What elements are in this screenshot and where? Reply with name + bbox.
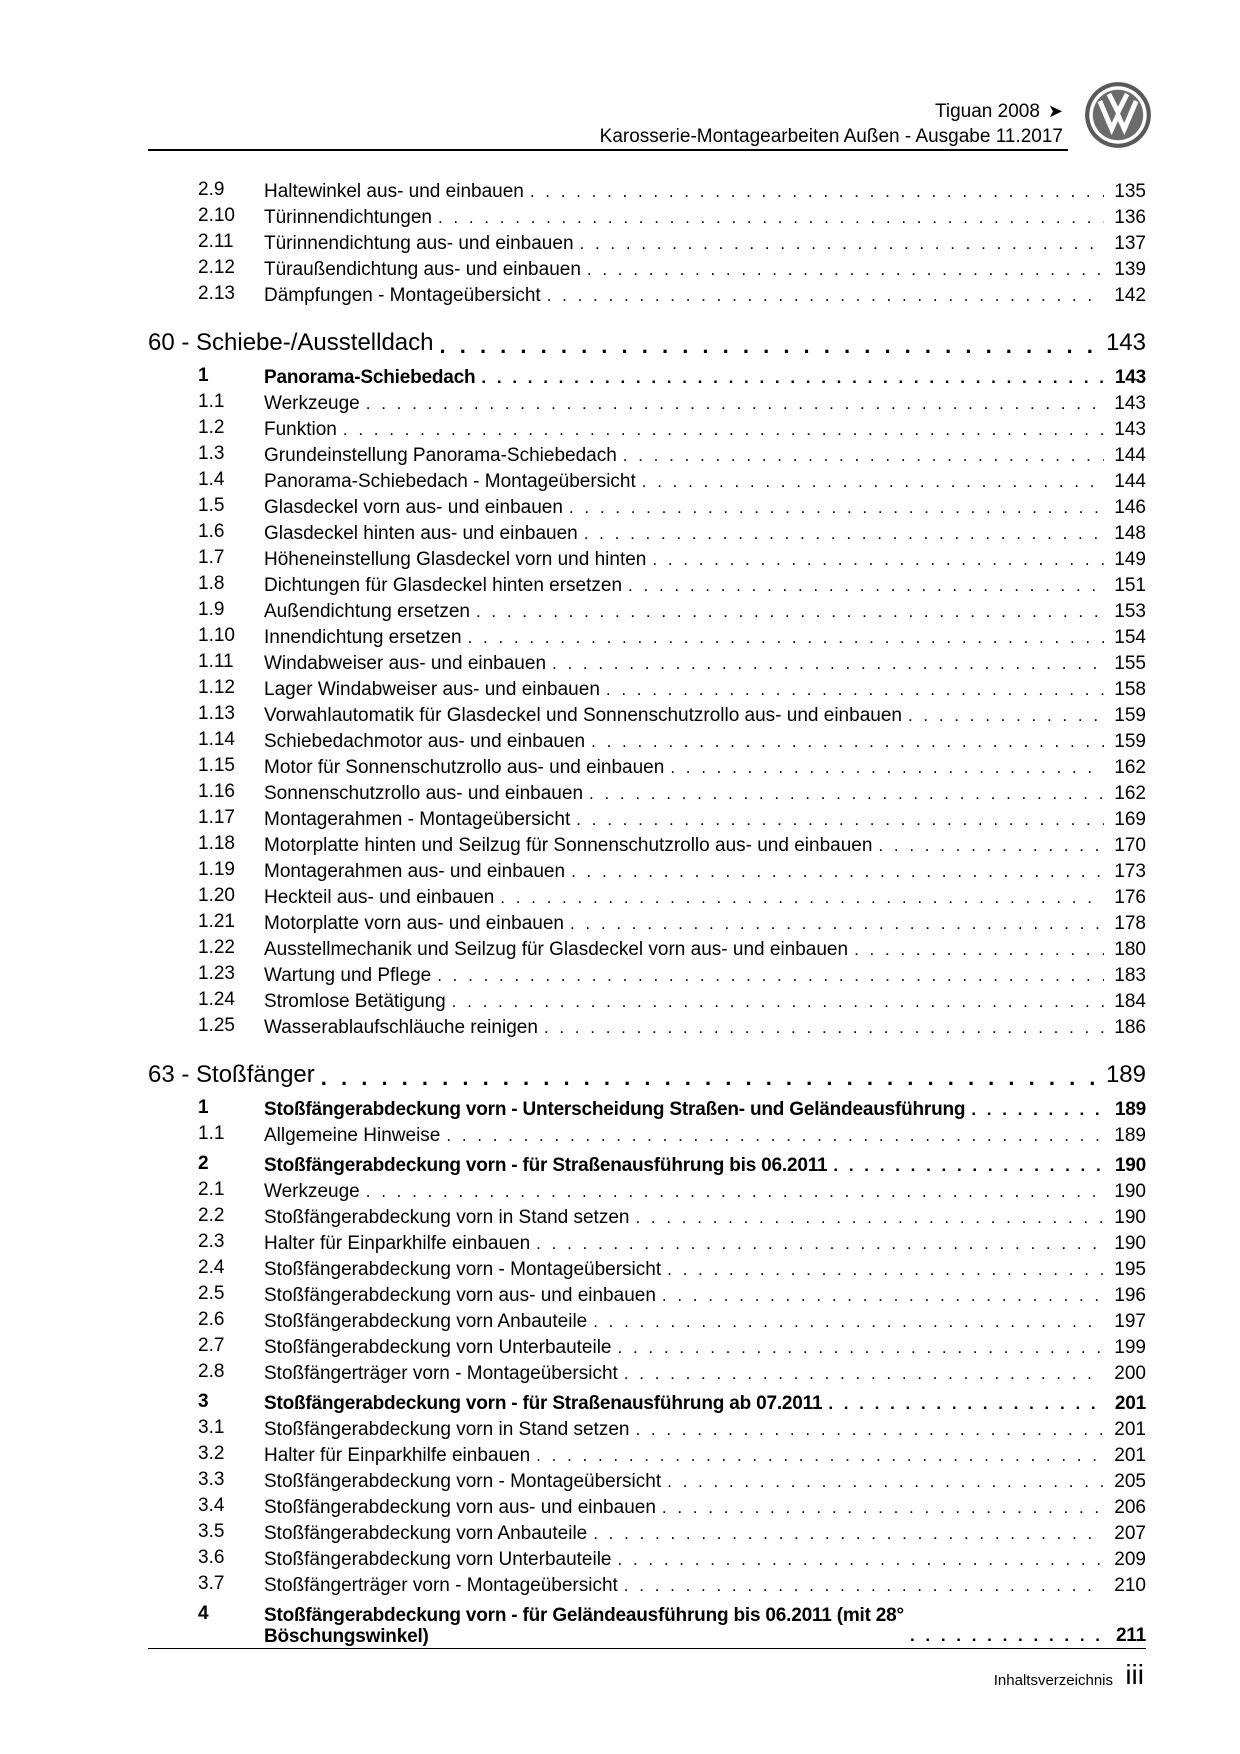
dot-leader bbox=[670, 758, 1104, 779]
dot-leader bbox=[321, 1068, 1098, 1089]
toc-entry-title: Glasdeckel vorn aus- und einbauen bbox=[264, 497, 563, 518]
toc-entry[interactable] bbox=[148, 1571, 1146, 1597]
dot-leader bbox=[833, 1156, 1104, 1177]
toc-entry[interactable] bbox=[148, 493, 1146, 519]
toc-entry-title: Panorama-Schiebedach - Montageübersicht bbox=[264, 471, 636, 492]
toc-entry-title: Stoßfängerabdeckung vorn - Montageübersicht bbox=[264, 1259, 662, 1280]
toc-page-number: 201 bbox=[1114, 1419, 1146, 1440]
dot-leader bbox=[536, 1234, 1104, 1255]
toc-entry[interactable] bbox=[148, 1493, 1146, 1519]
toc-entry-number: 2.9 bbox=[198, 179, 225, 200]
dot-leader bbox=[642, 472, 1104, 493]
toc-entry[interactable] bbox=[148, 805, 1146, 831]
toc-entry-title: Windabweiser aus- und einbauen bbox=[264, 653, 547, 674]
vw-logo-icon bbox=[1083, 80, 1153, 150]
toc-page-number: 144 bbox=[1114, 445, 1146, 466]
toc-entry[interactable] bbox=[148, 1151, 1146, 1177]
toc-entry-number: 1.14 bbox=[198, 729, 235, 750]
toc-entry-title: Stoßfängerträger vorn - Montageübersicht bbox=[264, 1575, 618, 1596]
toc-entry-number: 1.3 bbox=[198, 443, 225, 464]
dot-leader bbox=[476, 602, 1104, 623]
toc-entry-title: Motor für Sonnenschutzrollo aus- und einbauen bbox=[264, 757, 665, 778]
dot-leader bbox=[580, 234, 1104, 255]
dot-leader bbox=[366, 394, 1104, 415]
toc-entry[interactable] bbox=[148, 987, 1146, 1013]
toc-entry[interactable] bbox=[148, 545, 1146, 571]
toc-entry-title: Stoßfängerabdeckung vorn - Montageübersicht bbox=[264, 1471, 662, 1492]
toc-page-number: 143 bbox=[1114, 367, 1146, 388]
toc-entry[interactable] bbox=[148, 1229, 1146, 1255]
dot-leader bbox=[908, 706, 1104, 727]
toc-entry-number: 2.8 bbox=[198, 1361, 225, 1382]
toc-entry-title: Heckteil aus- und einbauen bbox=[264, 887, 495, 908]
toc-entry-title-line: Stoßfängerabdeckung vorn - für Geländeausführung bis 06.2011 (mit 28° bbox=[264, 1605, 904, 1626]
toc-entry-number: 1.1 bbox=[198, 391, 225, 412]
toc-page-number: 190 bbox=[1114, 1155, 1146, 1176]
toc-entry-title-line: Böschungswinkel) bbox=[264, 1626, 429, 1647]
toc-chapter-title: 63 - Stoßfänger bbox=[148, 1061, 315, 1088]
toc-entry-title: Türinnendichtungen bbox=[264, 207, 432, 228]
toc-entry[interactable] bbox=[148, 255, 1146, 281]
toc-entry[interactable] bbox=[148, 1415, 1146, 1441]
toc-entry[interactable] bbox=[148, 779, 1146, 805]
toc-page-number: 190 bbox=[1114, 1181, 1146, 1202]
toc-entry-number: 1.20 bbox=[198, 885, 235, 906]
toc-page-number: 201 bbox=[1114, 1393, 1146, 1414]
dot-leader bbox=[667, 1260, 1104, 1281]
toc-chapter[interactable] bbox=[148, 1053, 1146, 1089]
toc-entry-title: Ausstellmechanik und Seilzug für Glasdeckel vorn aus- und einbauen bbox=[264, 939, 849, 960]
toc-entry-number: 2.11 bbox=[198, 231, 234, 252]
toc-entry-number: 2.6 bbox=[198, 1309, 225, 1330]
dot-leader bbox=[593, 1312, 1104, 1333]
next-arrow-icon[interactable]: ➤ bbox=[1047, 101, 1063, 121]
dot-leader bbox=[446, 1126, 1104, 1147]
toc-entry-title: Allgemeine Hinweise bbox=[264, 1125, 441, 1146]
toc-page-number: 201 bbox=[1114, 1445, 1146, 1466]
toc-page-number: 183 bbox=[1114, 965, 1146, 986]
toc-page-number: 173 bbox=[1114, 861, 1146, 882]
toc-entry[interactable] bbox=[148, 753, 1146, 779]
toc-entry-title: Stoßfängerabdeckung vorn Unterbauteile bbox=[264, 1337, 612, 1358]
dot-leader bbox=[552, 654, 1104, 675]
toc-entry-number: 2.3 bbox=[198, 1231, 225, 1252]
toc-entry[interactable] bbox=[148, 727, 1146, 753]
toc-entry-title: Sonnenschutzrollo aus- und einbauen bbox=[264, 783, 584, 804]
toc-entry-number: 1.23 bbox=[198, 963, 235, 984]
toc-entry[interactable] bbox=[148, 961, 1146, 987]
dot-leader bbox=[536, 1446, 1104, 1467]
toc-entry[interactable] bbox=[148, 1359, 1146, 1385]
toc-entry[interactable] bbox=[148, 1333, 1146, 1359]
header-rule bbox=[148, 149, 1068, 151]
toc-entry[interactable] bbox=[148, 1467, 1146, 1493]
toc-entry[interactable] bbox=[148, 1121, 1146, 1147]
toc-entry[interactable] bbox=[148, 675, 1146, 701]
toc-entry-title: Halter für Einparkhilfe einbauen bbox=[264, 1233, 531, 1254]
toc-entry-number: 1.12 bbox=[198, 677, 235, 698]
dot-leader bbox=[971, 1100, 1104, 1121]
toc-entry-number: 3.7 bbox=[198, 1573, 225, 1594]
toc-entry[interactable] bbox=[148, 203, 1146, 229]
dot-leader bbox=[662, 1498, 1104, 1519]
dot-leader bbox=[576, 810, 1104, 831]
toc-entry-title: Stoßfängerabdeckung vorn aus- und einbauen bbox=[264, 1285, 656, 1306]
toc-page-number: 196 bbox=[1114, 1285, 1146, 1306]
dot-leader bbox=[618, 1338, 1104, 1359]
toc-page-number: 159 bbox=[1114, 731, 1146, 752]
toc-entry[interactable] bbox=[148, 883, 1146, 909]
dot-leader bbox=[618, 1550, 1104, 1571]
toc-entry-title: Glasdeckel hinten aus- und einbauen bbox=[264, 523, 578, 544]
toc-page-number: 158 bbox=[1114, 679, 1146, 700]
toc-entry[interactable] bbox=[148, 1095, 1146, 1121]
toc-entry-number: 1.24 bbox=[198, 989, 235, 1010]
toc-entry-title: Stoßfängerabdeckung vorn - für Straßenausführung ab 07.2011 bbox=[264, 1393, 823, 1414]
toc-page-number: 207 bbox=[1114, 1523, 1146, 1544]
dot-leader bbox=[440, 336, 1099, 357]
toc-entry[interactable] bbox=[148, 467, 1146, 493]
dot-leader bbox=[569, 498, 1104, 519]
toc-page-number: 146 bbox=[1114, 497, 1146, 518]
toc-entry[interactable] bbox=[148, 363, 1146, 389]
toc-entry-title bbox=[264, 1605, 910, 1647]
dot-leader bbox=[530, 182, 1104, 203]
toc-entry-number: 2.10 bbox=[198, 205, 235, 226]
dot-leader bbox=[587, 260, 1104, 281]
toc-entry-number: 1.7 bbox=[198, 547, 225, 568]
toc-entry-title: Stoßfängerabdeckung vorn Unterbauteile bbox=[264, 1549, 612, 1570]
footer-rule bbox=[148, 1648, 1146, 1649]
toc-entry-number: 4 bbox=[198, 1603, 209, 1624]
toc-entry-number: 3.3 bbox=[198, 1469, 225, 1490]
toc-entry-title: Stromlose Betätigung bbox=[264, 991, 446, 1012]
toc-entry-number: 2.5 bbox=[198, 1283, 225, 1304]
toc-entry-number: 1.22 bbox=[198, 937, 235, 958]
toc-entry-title: Grundeinstellung Panorama-Schiebedach bbox=[264, 445, 617, 466]
toc-entry-title: Stoßfängerabdeckung vorn in Stand setzen bbox=[264, 1419, 630, 1440]
toc-page-number: 205 bbox=[1114, 1471, 1146, 1492]
toc-entry-title: Stoßfängerabdeckung vorn - Unterscheidung Straßen- und Geländeausführung bbox=[264, 1099, 966, 1120]
toc-page-number: 159 bbox=[1114, 705, 1146, 726]
toc-page-number: 137 bbox=[1114, 233, 1146, 254]
toc-entry-number: 1.13 bbox=[198, 703, 235, 724]
toc-page-number: 190 bbox=[1114, 1207, 1146, 1228]
toc-entry[interactable] bbox=[148, 571, 1146, 597]
dot-leader bbox=[828, 1394, 1104, 1415]
toc-entry[interactable] bbox=[148, 1177, 1146, 1203]
toc-entry-title: Halter für Einparkhilfe einbauen bbox=[264, 1445, 531, 1466]
toc-page-number: 144 bbox=[1114, 471, 1146, 492]
toc-entry-title: Stoßfängerabdeckung vorn Anbauteile bbox=[264, 1311, 588, 1332]
toc-entry-title: Motorplatte vorn aus- und einbauen bbox=[264, 913, 564, 934]
toc-page-number: 210 bbox=[1114, 1575, 1146, 1596]
toc-entry-number: 1.18 bbox=[198, 833, 235, 854]
dot-leader bbox=[589, 784, 1104, 805]
toc-entry-title: Haltewinkel aus- und einbauen bbox=[264, 181, 524, 202]
toc-entry-title: Stoßfängerabdeckung vorn - für Straßenausführung bis 06.2011 bbox=[264, 1155, 828, 1176]
toc-entry[interactable] bbox=[148, 857, 1146, 883]
toc-entry-number: 1.11 bbox=[198, 651, 234, 672]
dot-leader bbox=[500, 888, 1104, 909]
dot-leader bbox=[452, 992, 1104, 1013]
toc-entry-number: 3.6 bbox=[198, 1547, 225, 1568]
dot-leader bbox=[481, 368, 1104, 389]
toc-page-number: 162 bbox=[1114, 757, 1146, 778]
dot-leader bbox=[635, 1420, 1104, 1441]
toc-entry-title: Dämpfungen - Montageübersicht bbox=[264, 285, 541, 306]
dot-leader bbox=[667, 1472, 1104, 1493]
toc-entry-title: Montagerahmen - Montageübersicht bbox=[264, 809, 571, 830]
toc-entry-title: Türinnendichtung aus- und einbauen bbox=[264, 233, 574, 254]
toc-entry-title: Funktion bbox=[264, 419, 337, 440]
dot-leader bbox=[662, 1286, 1104, 1307]
toc-entry[interactable] bbox=[148, 441, 1146, 467]
toc-page-number: 199 bbox=[1114, 1337, 1146, 1358]
toc-entry[interactable] bbox=[148, 1441, 1146, 1467]
toc-entry-number: 1.4 bbox=[198, 469, 225, 490]
dot-leader bbox=[584, 524, 1104, 545]
toc-entry[interactable] bbox=[148, 519, 1146, 545]
dot-leader bbox=[910, 1626, 1104, 1647]
toc-entry-title: Werkzeuge bbox=[264, 1181, 360, 1202]
dot-leader bbox=[571, 862, 1104, 883]
toc-entry-title: Wasserablaufschläuche reinigen bbox=[264, 1017, 538, 1038]
toc-entry-number: 3.1 bbox=[198, 1417, 225, 1438]
toc-entry[interactable] bbox=[148, 1281, 1146, 1307]
document-title: Tiguan 2008 ➤ bbox=[934, 101, 1063, 122]
toc-chapter[interactable] bbox=[148, 321, 1146, 357]
toc-entry-title: Türaußendichtung aus- und einbauen bbox=[264, 259, 581, 280]
toc-entry[interactable] bbox=[148, 229, 1146, 255]
toc-entry[interactable] bbox=[148, 1255, 1146, 1281]
toc-page-number: 197 bbox=[1114, 1311, 1146, 1332]
toc-entry-number: 1.25 bbox=[198, 1015, 235, 1036]
toc-entry-title: Höheneinstellung Glasdeckel vorn und hinten bbox=[264, 549, 647, 570]
toc-entry-title: Montagerahmen aus- und einbauen bbox=[264, 861, 566, 882]
toc-entry-number: 2.1 bbox=[198, 1179, 225, 1200]
toc-entry[interactable] bbox=[148, 1519, 1146, 1545]
toc-entry[interactable] bbox=[148, 281, 1146, 307]
toc-entry-number: 3 bbox=[198, 1391, 209, 1412]
toc-entry-title: Stoßfängerträger vorn - Montageübersicht bbox=[264, 1363, 618, 1384]
dot-leader bbox=[591, 732, 1104, 753]
toc-page-number: 142 bbox=[1114, 285, 1146, 306]
toc-entry-number: 1.19 bbox=[198, 859, 235, 880]
dot-leader bbox=[623, 446, 1104, 467]
dot-leader bbox=[606, 680, 1104, 701]
toc-entry[interactable] bbox=[148, 1545, 1146, 1571]
toc-entry-number: 1.8 bbox=[198, 573, 225, 594]
toc-entry-title: Stoßfängerabdeckung vorn Anbauteile bbox=[264, 1523, 588, 1544]
toc-entry[interactable] bbox=[148, 649, 1146, 675]
toc-entry[interactable] bbox=[148, 935, 1146, 961]
toc-entry[interactable] bbox=[148, 909, 1146, 935]
toc-page-number: 178 bbox=[1114, 913, 1146, 934]
dot-leader bbox=[878, 836, 1104, 857]
toc-entry[interactable] bbox=[148, 389, 1146, 415]
toc-entry-number: 3.5 bbox=[198, 1521, 225, 1542]
toc-entry[interactable] bbox=[148, 1389, 1146, 1415]
toc-entry-number: 1 bbox=[198, 365, 209, 386]
dot-leader bbox=[366, 1182, 1104, 1203]
toc-page-number: 151 bbox=[1114, 575, 1146, 596]
dot-leader bbox=[635, 1208, 1104, 1229]
toc-entry[interactable] bbox=[148, 177, 1146, 203]
dot-leader bbox=[652, 550, 1104, 571]
dot-leader bbox=[438, 208, 1104, 229]
dot-leader bbox=[437, 966, 1104, 987]
toc-entry-title: Vorwahlautomatik für Glasdeckel und Sonnenschutzrollo aus- und einbauen bbox=[264, 705, 902, 726]
toc-page-number: 143 bbox=[1105, 329, 1146, 356]
toc-entry-number: 1.9 bbox=[198, 599, 225, 620]
toc-entry-title: Wartung und Pflege bbox=[264, 965, 432, 986]
toc-page-number: 176 bbox=[1114, 887, 1146, 908]
toc-entry-number: 1.10 bbox=[198, 625, 235, 646]
toc-entry[interactable] bbox=[148, 623, 1146, 649]
toc-entry-number: 1.2 bbox=[198, 417, 225, 438]
toc-entry-number: 2 bbox=[198, 1153, 209, 1174]
toc-entry[interactable] bbox=[148, 1013, 1146, 1039]
dot-leader bbox=[343, 420, 1104, 441]
toc-chapter-title: 60 - Schiebe-/Ausstelldach bbox=[148, 329, 434, 356]
toc-entry-number: 3.2 bbox=[198, 1443, 225, 1464]
toc-entry-number: 1.21 bbox=[198, 911, 235, 932]
toc-entry-number: 2.13 bbox=[198, 283, 235, 304]
dot-leader bbox=[624, 1364, 1104, 1385]
toc-entry[interactable] bbox=[148, 597, 1146, 623]
footer-label: Inhaltsverzeichnis bbox=[993, 1672, 1113, 1689]
toc-page-number: 180 bbox=[1114, 939, 1146, 960]
toc-page-number: 170 bbox=[1114, 835, 1146, 856]
toc-page-number: 143 bbox=[1114, 393, 1146, 414]
toc-page-number: 149 bbox=[1114, 549, 1146, 570]
toc-page-number: 155 bbox=[1114, 653, 1146, 674]
toc-page-number: 209 bbox=[1114, 1549, 1146, 1570]
toc-entry-number: 1 bbox=[198, 1097, 209, 1118]
document-subtitle: Karosserie-Montagearbeiten Außen - Ausgabe 11.2017 bbox=[599, 126, 1063, 147]
toc-page-number: 143 bbox=[1114, 419, 1146, 440]
toc-page-number: 148 bbox=[1114, 523, 1146, 544]
toc-entry-title: Motorplatte hinten und Seilzug für Sonnenschutzrollo aus- und einbauen bbox=[264, 835, 873, 856]
dot-leader bbox=[547, 286, 1104, 307]
toc-entry-number: 1.17 bbox=[198, 807, 235, 828]
toc-entry-title: Dichtungen für Glasdeckel hinten ersetzen bbox=[264, 575, 623, 596]
toc-page-number: 153 bbox=[1114, 601, 1146, 622]
toc-entry-title: Werkzeuge bbox=[264, 393, 360, 414]
toc-entry[interactable] bbox=[148, 1601, 1146, 1647]
toc-entry[interactable] bbox=[148, 701, 1146, 727]
toc-entry-number: 1.1 bbox=[198, 1123, 225, 1144]
toc-entry-number: 2.2 bbox=[198, 1205, 225, 1226]
dot-leader bbox=[854, 940, 1104, 961]
toc-entry[interactable] bbox=[148, 415, 1146, 441]
toc-page-number: 206 bbox=[1114, 1497, 1146, 1518]
toc-entry-title: Stoßfängerabdeckung vorn in Stand setzen bbox=[264, 1207, 630, 1228]
toc-page-number: 189 bbox=[1114, 1099, 1146, 1120]
toc-page-number: 136 bbox=[1114, 207, 1146, 228]
toc-page-number: 162 bbox=[1114, 783, 1146, 804]
toc-entry-number: 1.15 bbox=[198, 755, 235, 776]
toc-entry-title: Innendichtung ersetzen bbox=[264, 627, 462, 648]
toc-entry-number: 1.16 bbox=[198, 781, 235, 802]
dot-leader bbox=[593, 1524, 1104, 1545]
toc-entry-number: 2.12 bbox=[198, 257, 235, 278]
toc-page-number: 154 bbox=[1114, 627, 1146, 648]
toc-page-number: 184 bbox=[1114, 991, 1146, 1012]
toc-page-number: 139 bbox=[1114, 259, 1146, 280]
toc-entry-title: Panorama-Schiebedach bbox=[264, 367, 476, 388]
toc-page-number: 195 bbox=[1114, 1259, 1146, 1280]
dot-leader bbox=[628, 576, 1104, 597]
dot-leader bbox=[624, 1576, 1104, 1597]
toc-entry-number: 1.6 bbox=[198, 521, 225, 542]
dot-leader bbox=[468, 628, 1104, 649]
table-of-contents bbox=[148, 177, 1146, 1647]
toc-page-number: 189 bbox=[1114, 1125, 1146, 1146]
toc-page-number: 169 bbox=[1114, 809, 1146, 830]
toc-entry[interactable] bbox=[148, 1307, 1146, 1333]
toc-entry-number: 1.5 bbox=[198, 495, 225, 516]
dot-leader bbox=[570, 914, 1104, 935]
dot-leader bbox=[544, 1018, 1104, 1039]
toc-entry-title: Stoßfängerabdeckung vorn aus- und einbauen bbox=[264, 1497, 656, 1518]
toc-entry-title: Außendichtung ersetzen bbox=[264, 601, 470, 622]
footer-page-number: iii bbox=[1125, 1659, 1144, 1690]
toc-page-number: 190 bbox=[1114, 1233, 1146, 1254]
toc-page-number: 200 bbox=[1114, 1363, 1146, 1384]
toc-entry-number: 2.7 bbox=[198, 1335, 225, 1356]
toc-entry[interactable] bbox=[148, 831, 1146, 857]
toc-entry-title: Schiebedachmotor aus- und einbauen bbox=[264, 731, 586, 752]
toc-page-number: 186 bbox=[1114, 1017, 1146, 1038]
toc-entry-number: 3.4 bbox=[198, 1495, 225, 1516]
toc-page-number: 211 bbox=[1115, 1625, 1146, 1646]
toc-page-number: 135 bbox=[1114, 181, 1146, 202]
toc-page-number: 189 bbox=[1105, 1061, 1146, 1088]
toc-entry-number: 2.4 bbox=[198, 1257, 225, 1278]
toc-entry-title: Lager Windabweiser aus- und einbauen bbox=[264, 679, 600, 700]
toc-entry[interactable] bbox=[148, 1203, 1146, 1229]
